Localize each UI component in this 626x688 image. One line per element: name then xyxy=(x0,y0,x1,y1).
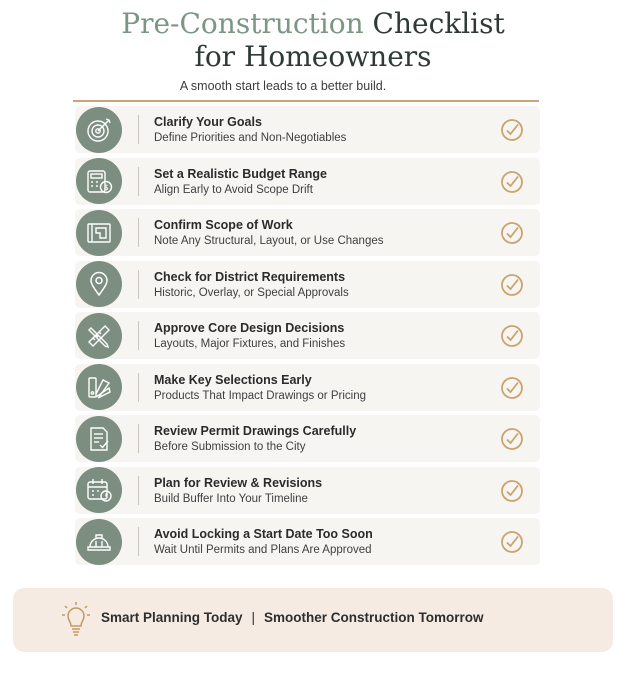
item-divider xyxy=(138,115,139,144)
item-divider xyxy=(138,270,139,299)
checklist-item xyxy=(75,261,540,308)
checklist-item xyxy=(75,364,540,411)
item-title: Avoid Locking a Start Date Too Soon xyxy=(154,527,373,541)
page-title-accent: Pre-Construction xyxy=(121,7,364,40)
item-subtitle: Wait Until Permits and Plans Are Approved xyxy=(154,544,372,556)
item-subtitle: Layouts, Major Fixtures, and Finishes xyxy=(154,338,346,350)
checklist-item xyxy=(75,415,540,462)
page-title-line2: for Homeowners xyxy=(194,40,432,73)
check-icon xyxy=(500,427,524,451)
lightbulb-icon xyxy=(61,601,91,639)
checklist-item xyxy=(75,518,540,565)
checklist-item xyxy=(75,158,540,205)
check-icon xyxy=(500,530,524,554)
document-check-icon xyxy=(76,416,122,462)
check-icon xyxy=(500,324,524,348)
swatches-icon xyxy=(76,364,122,410)
check-icon xyxy=(500,221,524,245)
item-title: Approve Core Design Decisions xyxy=(154,321,345,335)
page-title xyxy=(0,7,626,40)
calendar-clock-icon xyxy=(76,467,122,513)
item-subtitle: Historic, Overlay, or Special Approvals xyxy=(154,286,349,299)
item-title: Confirm Scope of Work xyxy=(154,218,293,232)
item-title: Check for District Requirements xyxy=(154,269,346,284)
item-subtitle: Define Priorities and Non-Negotiables xyxy=(154,132,347,144)
checklist xyxy=(75,106,540,570)
item-divider xyxy=(138,167,139,196)
item-title: Clarify Your Goals xyxy=(154,115,262,129)
item-divider xyxy=(138,373,139,402)
ruler-pencil-icon xyxy=(76,313,122,359)
check-icon xyxy=(500,118,524,142)
location-pin-icon xyxy=(76,261,122,307)
check-icon xyxy=(500,170,524,194)
footer-right-text: Smoother Construction Tomorrow xyxy=(264,610,484,625)
item-divider xyxy=(138,321,139,350)
page-title-rest: Checklist xyxy=(363,7,505,40)
target-icon xyxy=(76,107,122,153)
item-divider xyxy=(138,218,139,247)
item-title: Plan for Review & Revisions xyxy=(154,475,323,490)
checklist-item xyxy=(75,467,540,514)
checklist-item xyxy=(75,106,540,153)
check-icon xyxy=(500,376,524,400)
svg-text:$: $ xyxy=(103,183,109,193)
item-title: Set a Realistic Budget Range xyxy=(154,166,327,181)
check-icon xyxy=(500,273,524,297)
item-subtitle: Align Early to Avoid Scope Drift xyxy=(154,183,313,196)
footer-tagline xyxy=(101,610,484,625)
item-title: Make Key Selections Early xyxy=(154,372,312,387)
item-divider xyxy=(138,527,139,556)
check-icon xyxy=(500,479,524,503)
item-divider xyxy=(138,476,139,505)
footer-left-text: Smart Planning Today xyxy=(101,610,243,625)
item-divider xyxy=(138,424,139,453)
header-divider xyxy=(73,100,539,102)
hard-hat-icon xyxy=(76,519,122,565)
item-subtitle: Note Any Structural, Layout, or Use Changes xyxy=(154,235,384,247)
calculator-icon xyxy=(76,158,122,204)
footer-banner xyxy=(13,588,613,652)
blueprint-icon xyxy=(76,210,122,256)
footer-separator: | xyxy=(251,610,256,625)
checklist-item xyxy=(75,312,540,359)
item-subtitle: Before Submission to the City xyxy=(154,441,306,453)
item-title: Review Permit Drawings Carefully xyxy=(154,424,357,438)
checklist-item xyxy=(75,209,540,256)
item-subtitle: Build Buffer Into Your Timeline xyxy=(154,492,308,505)
item-subtitle: Products That Impact Drawings or Pricing xyxy=(154,389,366,402)
page-subtitle: A smooth start leads to a better build. xyxy=(179,79,387,93)
